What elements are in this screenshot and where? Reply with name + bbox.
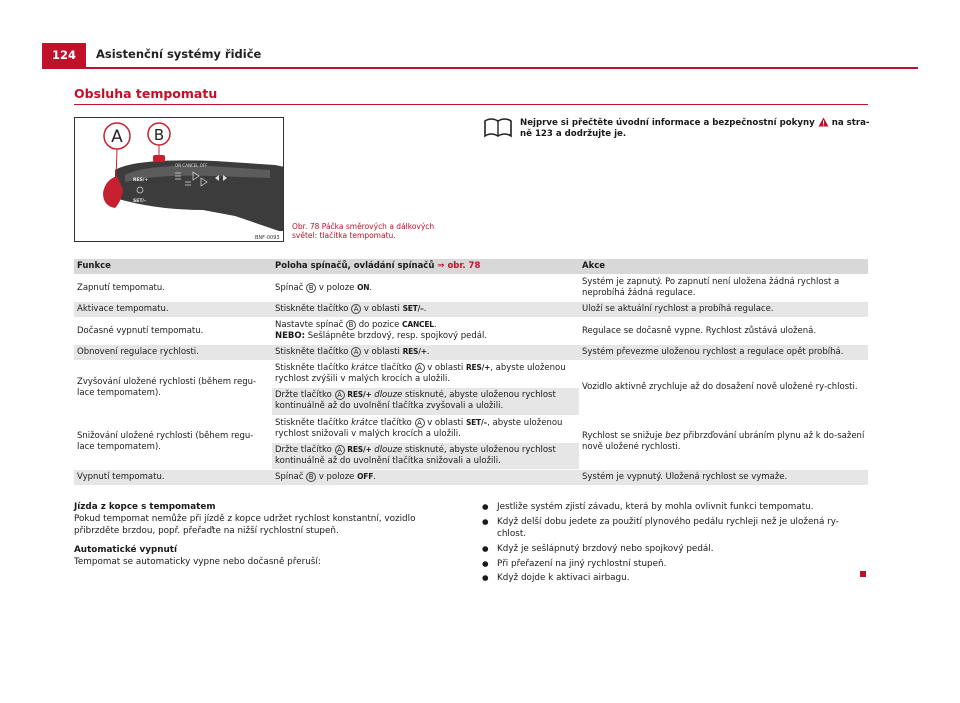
op-word: v oblasti bbox=[363, 347, 400, 358]
caption-line-2: světel: tlačítka tempomatu. bbox=[292, 231, 396, 241]
op-word: v poloze bbox=[318, 471, 355, 482]
book-icon bbox=[483, 117, 513, 139]
list-item: ● Když je sešlápnutý brzdový nebo spojkový pedál. bbox=[482, 544, 868, 556]
figure-code: BNF-0093 bbox=[255, 235, 280, 241]
list-item: ● Jestliže systém zjistí závadu, která by mohla ovlivnit funkci tempomatu. bbox=[482, 502, 868, 514]
page-number: 124 bbox=[42, 43, 86, 67]
downhill-heading: Jízda z kopce s tempomatem bbox=[74, 502, 216, 512]
op-rest: , abyste uloženou rychlost snižovali v malých krocích a uložili. bbox=[275, 417, 563, 439]
op-word: v oblasti bbox=[427, 417, 464, 428]
display-code: RES/+ bbox=[465, 363, 491, 373]
op-em: dlouze bbox=[374, 444, 403, 455]
cell-function: Obnovení regulace rychlosti. bbox=[74, 345, 272, 361]
table-row bbox=[74, 318, 868, 345]
table-header-row bbox=[74, 259, 868, 275]
stalk-figure bbox=[74, 117, 284, 242]
display-cancel: CANCEL bbox=[402, 320, 434, 330]
op-word: do pozice bbox=[358, 320, 400, 331]
cell-operation: Spínač B v poloze ON. bbox=[272, 275, 579, 302]
op-word: v oblasti bbox=[427, 363, 464, 374]
table-row bbox=[74, 275, 868, 302]
display-res: RES/+ bbox=[402, 347, 427, 357]
op-em: dlouze bbox=[374, 390, 403, 401]
auto-off-paragraph: Tempomat se automaticky vypne nebo dočasně přeruší: bbox=[74, 556, 321, 567]
cell-function: Snižování uložené rychlosti (během regu-lace tempomatem). bbox=[74, 415, 272, 469]
table-row bbox=[74, 345, 868, 361]
circle-a: A bbox=[351, 304, 361, 314]
header-action: Akce bbox=[579, 259, 868, 275]
label-a: A bbox=[111, 127, 123, 147]
cell-function: Zapnutí tempomatu. bbox=[74, 275, 272, 302]
circle-a: A bbox=[415, 418, 425, 428]
cell-action: Systém je zapnutý. Po zapnutí není uložena žádná rychlost a neprobíhá žádná regulace. bbox=[579, 275, 868, 302]
op-rest: , abyste uloženou rychlost zvýšili v malých krocích a uložili. bbox=[275, 363, 566, 385]
op-word: Držte tlačítko bbox=[275, 390, 332, 401]
display-code: SET/– bbox=[465, 417, 488, 427]
cell-action: Uloží se aktuální rychlost a probíhá regulace. bbox=[579, 302, 868, 318]
op-word: Stiskněte tlačítko bbox=[275, 347, 349, 358]
table-row bbox=[74, 302, 868, 318]
cell-action: Regulace se dočasně vypne. Rychlost zůstává uložená. bbox=[579, 318, 868, 345]
op-rest: stisknuté, abyste uloženou rychlost kontinuálně až do uvolnění tlačítka zvyšovali a uložili. bbox=[275, 390, 556, 412]
table-row bbox=[74, 469, 868, 485]
circle-a: A bbox=[415, 363, 425, 373]
cell-function: Aktivace tempomatu. bbox=[74, 302, 272, 318]
circle-b: B bbox=[346, 320, 356, 330]
op-word: Stiskněte tlačítko bbox=[275, 417, 349, 428]
function-table bbox=[74, 259, 868, 486]
caption-line-1: Obr. 78 Páčka směrových a dálkových bbox=[292, 222, 435, 231]
display-on: ON bbox=[357, 282, 370, 292]
figure-ref-link[interactable]: ⇒ obr. 78 bbox=[437, 261, 481, 271]
cell-operation bbox=[272, 388, 579, 415]
op-word: Spínač bbox=[275, 282, 304, 293]
cell-function: Vypnutí tempomatu. bbox=[74, 469, 272, 485]
info-text-before: Nejprve si přečtěte úvodní informace a bezpečnostní pokyny bbox=[520, 118, 815, 128]
op-word: Spínač bbox=[275, 471, 304, 482]
cell-operation: Spínač B v poloze OFF. bbox=[272, 469, 579, 485]
op-word: v oblasti bbox=[363, 304, 400, 315]
cell-function: Dočasné vypnutí tempomatu. bbox=[74, 318, 272, 345]
op-word: v poloze bbox=[318, 282, 355, 293]
action-before: Rychlost se snižuje bbox=[582, 431, 663, 442]
display-res: RES/+ bbox=[347, 444, 372, 454]
nebo-label: NEBO: bbox=[275, 331, 306, 342]
warning-icon bbox=[818, 117, 829, 127]
display-res: RES/+ bbox=[347, 390, 372, 400]
action-em: bez bbox=[665, 431, 681, 442]
section-end-mark bbox=[860, 571, 866, 577]
op-word: tlačítko bbox=[380, 417, 412, 428]
circle-b: B bbox=[306, 472, 316, 482]
op-word: tlačítko bbox=[380, 363, 412, 374]
action-after: přibrzďování ubráním plynu až k do-sažení nově uložené rychlosti. bbox=[582, 431, 865, 453]
header-operation bbox=[272, 259, 579, 275]
table-row bbox=[74, 361, 868, 388]
auto-off-heading: Automatické vypnutí bbox=[74, 544, 178, 555]
circle-a: A bbox=[335, 445, 345, 455]
info-note bbox=[520, 117, 870, 140]
list-item: ● Když dojde k aktivaci airbagu. bbox=[482, 573, 868, 585]
op-word: Nastavte spínač bbox=[275, 320, 344, 331]
section-title: Obsluha tempomatu bbox=[74, 86, 218, 101]
left-column bbox=[74, 502, 454, 575]
label-b: B bbox=[153, 126, 165, 144]
circle-a: A bbox=[335, 390, 345, 400]
info-text-after: na stra- bbox=[831, 118, 870, 128]
cell-operation: Nastavte spínač B do pozice CANCEL. NEBO: Sešlápněte brzdový, resp. spojkový pedál. bbox=[272, 318, 579, 345]
op-rest: stisknuté, abyste uloženou rychlost kontinuálně až do uvolnění tlačítka snižovali a uložili. bbox=[275, 444, 556, 466]
cell-action bbox=[579, 415, 868, 469]
stalk-illustration bbox=[75, 118, 284, 242]
cell-operation bbox=[272, 415, 579, 442]
figure-caption bbox=[292, 222, 472, 241]
cell-action: Systém převezme uloženou rychlost a regulace opět probíhá. bbox=[579, 345, 868, 361]
op-em: krátce bbox=[351, 417, 378, 428]
chapter-title: Asistenční systémy řidiče bbox=[96, 47, 262, 61]
cell-action: Vozidlo aktivně zrychluje až do dosažení nově uložené ry-chlosti. bbox=[579, 361, 868, 415]
circle-a: A bbox=[351, 347, 361, 357]
stalk-text-set: SET/– bbox=[133, 199, 147, 204]
header-function: Funkce bbox=[74, 259, 272, 275]
header-rule bbox=[42, 67, 918, 69]
cell-operation bbox=[272, 361, 579, 388]
cell-operation: Stiskněte tlačítko A v oblasti RES/+. bbox=[272, 345, 579, 361]
list-item: ● Když delší dobu jedete za použití plynového pedálu rychleji než je uložená ry-chlost. bbox=[482, 517, 868, 541]
cell-function: Zvyšování uložené rychlosti (během regu-lace tempomatem). bbox=[74, 361, 272, 415]
list-item: ● Při přeřazení na jiný rychlostní stupeň. bbox=[482, 559, 868, 571]
display-off: OFF bbox=[357, 471, 374, 481]
op-word: Držte tlačítko bbox=[275, 444, 332, 455]
op-em: krátce bbox=[351, 363, 378, 374]
section-rule bbox=[74, 104, 868, 105]
condition-list bbox=[482, 502, 868, 588]
op-word: Stiskněte tlačítko bbox=[275, 304, 349, 315]
cell-operation bbox=[272, 442, 579, 469]
op-word: Stiskněte tlačítko bbox=[275, 363, 349, 374]
nebo-text: Sešlápněte brzdový, resp. spojkový pedál. bbox=[307, 331, 488, 342]
stalk-text-res: RES/+ bbox=[133, 178, 149, 183]
cell-action: Systém je vypnutý. Uložená rychlost se vymaže. bbox=[579, 469, 868, 485]
cell-operation: Stiskněte tlačítko A v oblasti SET/–. bbox=[272, 302, 579, 318]
downhill-paragraph: Pokud tempomat nemůže při jízdě z kopce udržet rychlost konstantní, vozidlo přibrzděte brzdou, popř. přeřaďte na nižší rychlostní stupeň. bbox=[74, 513, 416, 536]
display-set: SET/– bbox=[402, 304, 424, 314]
circle-b: B bbox=[306, 283, 316, 293]
table-row bbox=[74, 415, 868, 442]
info-text-line2: ně 123 a dodržujte je. bbox=[520, 129, 627, 140]
stalk-text-on-cancel-off: ON CANCEL OFF bbox=[175, 163, 208, 168]
header-operation-label: Poloha spínačů, ovládání spínačů bbox=[275, 261, 435, 271]
